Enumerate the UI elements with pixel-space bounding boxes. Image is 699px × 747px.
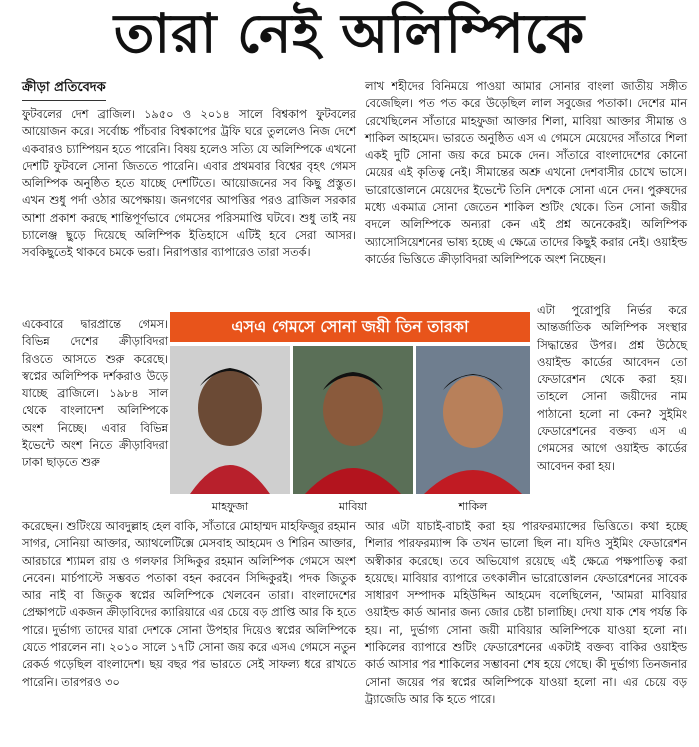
photo-caption: মাহফুজা xyxy=(211,500,249,513)
athlete-photo-shakil xyxy=(416,346,530,494)
headline: তারা নেই অলিম্পিকে xyxy=(113,2,586,65)
athlete-photo-mahfuza xyxy=(170,346,290,494)
photo-caption: শাকিল xyxy=(458,500,488,513)
reporter-byline: ক্রীড়া প্রতিবেদক xyxy=(22,78,106,101)
photo-banner: এসএ গেমসে সোনা জয়ী তিন তারকা xyxy=(170,312,530,342)
article-column-left-bottom: করেছেন। শুটিংয়ে আবদুল্লাহ হেল বাকি, সাঁতারে মোহাম্মদ মাহফিজুর রহমান সাগর, সোনিয়া আক্তার, অ্যাথলেটিক্সে মেসবাহ আহমেদ ও শিরিন আক্তার, আরচারে শ্যামল রায় ও গলফার সিদ্দিকুর রহমান অলিম্পিক গেমসে অংশ নেবেন। মার্চপাস্টে সম্ভবত পতাকা বহন করবেন সিদ্দিকুরই। পদক জিতুক আর নাই বা জিতুক স্বপ্নের অলিম্পিকে খেলবেন তারা। বাংলাদেশের প্রেক্ষাপটে একজন ক্রীড়াবিদের ক্যারিয়ারে এর চেয়ে বড় প্রাপ্তি আর কি হতে পারে। দুর্ভাগ্য তাদের যারা দেশকে সোনা উপহার দিয়েও স্বপ্নের অলিম্পিকে যেতে পারলেন না। ২০১০ সালে ১৭টি সোনা জয় করে এসএ গেমসে নতুন রেকর্ড গড়েছিল বাংলাদেশ। ছয় বছর পর ভারতে সেই সাফল্য ধরে রাখতে পারেনি। তারপরও ৩০ xyxy=(22,520,356,689)
photo-caption: মাবিয়া xyxy=(338,500,368,513)
article-column-left-mid: একেবারে দ্বারপ্রান্তে গেমস। বিভিন্ন দেশের ক্রীড়াবিদরা রিওতে আসতে শুরু করেছে। স্বপ্নের অলিম্পিক দর্শকরাও উড়ে যাচ্ছে ব্রাজিলে। ১৯৮৪ সাল থেকে বাংলাদেশ অলিম্পিকে অংশ নিচ্ছে। এবার বিভিন্ন ইভেন্টে অংশ নিতে ক্রীড়াবিদরা ঢাকা ছাড়তে শুরু xyxy=(22,318,168,470)
article-column-right-bottom: আর এটা যাচাই-বাচাই করা হয় পারফরম্যান্সের ভিত্তিতে। কথা হচ্ছে শিলার পারফরম্যান্স কি তখন ভালো ছিল না। যদিও সুইমিং ফেডারেশন অস্বীকার করেছে। তবে অভিযোগ রয়েছে এই ক্ষেত্রে পক্ষপাতিত্ব করা হয়েছে। মাবিয়ার ব্যাপারে তৎকালীন ভারোত্তোলন ফেডারেশনের সাবেক সাধারণ সম্পাদক মহিউদ্দিন আহমেদ বলেছিলেন, 'আমরা মাবিয়ার ওয়াইল্ড কার্ড আনার জন্য জোর চেষ্টা চালাচ্ছি। দেখা যাক শেষ পর্যন্ত কি হয়। না, দুর্ভাগ্য সোনা জয়ী মাবিয়ার অলিম্পিকে যাওয়া হলো না। শাকিলের ব্যাপারে শুটিং ফেডারেশনের একটাই বক্তব্য বাকির ওয়াইল্ড কার্ড আসার পর শাকিলের সম্ভাবনা শেষ হয়ে গেছে। কী দুর্ভাগ্য তিনজনার সোনা জয়ের পর স্বপ্নের অলিম্পিকে যাওয়া হলো না। এর চেয়ে বড় ট্র্যাজেডি আর কি হতে পারে। xyxy=(365,520,687,706)
article-column-left-top xyxy=(22,106,356,266)
article-column-right-mid: এটা পুরোপুরি নির্ভর করে আন্তর্জাতিক অলিম্পিক সংস্থার সিদ্ধান্তের উপর। প্রশ্ন উঠেছে ওয়াইল্ড কার্ডের আবেদন তো ফেডারেশন থেকে করা হয়। তাহলে সোনা জয়ীদের নাম পাঠানো হলো না কেন? সুইমিং ফেডারেশনের বক্তব্য এস এ গেমসের আগে ওয়াইল্ড কার্ডের আবেদন করা হয়। xyxy=(537,304,687,473)
article-column-right-top xyxy=(365,78,687,272)
paragraph: ফুটবলের দেশ ব্রাজিল। ১৯৫০ ও ২০১৪ সালে বিশ্বকাপ ফুটবলের আয়োজন করে। সর্বোচ্চ পাঁচবার বিশ্বকাপের ট্রফি ঘরে তুললেও নিজ দেশে একবারও চ্যাম্পিয়ন হতে পারেনি। বিষয় হলেও সত্যি যে অলিম্পিকে এখনো দেশটি ফুটবলে সোনা জিততে পারেনি। এবার প্রথমবার বিশ্বের বৃহৎ গেমস অলিম্পিক অনুষ্ঠিত হতে যাচ্ছে দেশটিতে। আয়োজনের সব কিছু প্রস্তুত। এখন শুধু পর্দা ওঠার অপেক্ষায়। জনগণের আপত্তির পরও ব্রাজিল সরকার আশা প্রকাশ করছে শান্তিপূর্ণভাবে গেমসের পরিসমাপ্তি ঘটবে। শুধু তাই নয় চ্যালেঞ্জ ছুড়ে দিয়েছে অলিম্পিক ইতিহাসে এটিই হবে সেরা আসর। সবকিছুতেই থাকবে চমকে ভরা। নিরাপত্তার ব্যাপারেও তারা সতর্ক। xyxy=(22,108,356,260)
athlete-photo-mabia xyxy=(293,346,413,494)
paragraph: লাখ শহীদের বিনিময়ে পাওয়া আমার সোনার বাংলা জাতীয় সঙ্গীত বেজেছিল। পত পত করে উড়েছিল লাল সবুজের পতাকা। দেশের মান রেখেছিলেন সাঁতারে মাহফুজা আক্তার শিলা, মাবিয়া আক্তার সীমান্ত ও শাকিল আহমেদ। ভারতে অনুষ্ঠিত এস এ গেমসে মেয়েদের সাঁতারে শিলা একই দুটি সোনা জয় করে চমকে দেন। সাঁতারে বাংলাদেশের কোনো মেয়ের এই কৃতিত্ব নেই। সীমান্তের অশ্রু এখনো দেশবাসীর চোখে ভাসে। ভারোত্তোলনে মেয়েদের ইভেন্টে তিনি দেশকে সোনা এনে দেন। পুরুষদের মধ্যে একমাত্র সোনা জেতেন শাকিল শুটিং থেকে। তিন সোনা জয়ীর বদলে অলিম্পিকে অন্যরা কেন এই প্রশ্ন অনেকেরই। অলিম্পিক অ্যাসোসিয়েশনের ভাষ্য হচ্ছে এ ক্ষেত্রে তাদের কিছুই করার নেই। ওয়াইল্ড কার্ডের ভিত্তিতে ক্রীড়াবিদরা অলিম্পিকে অংশ নিচ্ছেন। xyxy=(365,80,687,266)
